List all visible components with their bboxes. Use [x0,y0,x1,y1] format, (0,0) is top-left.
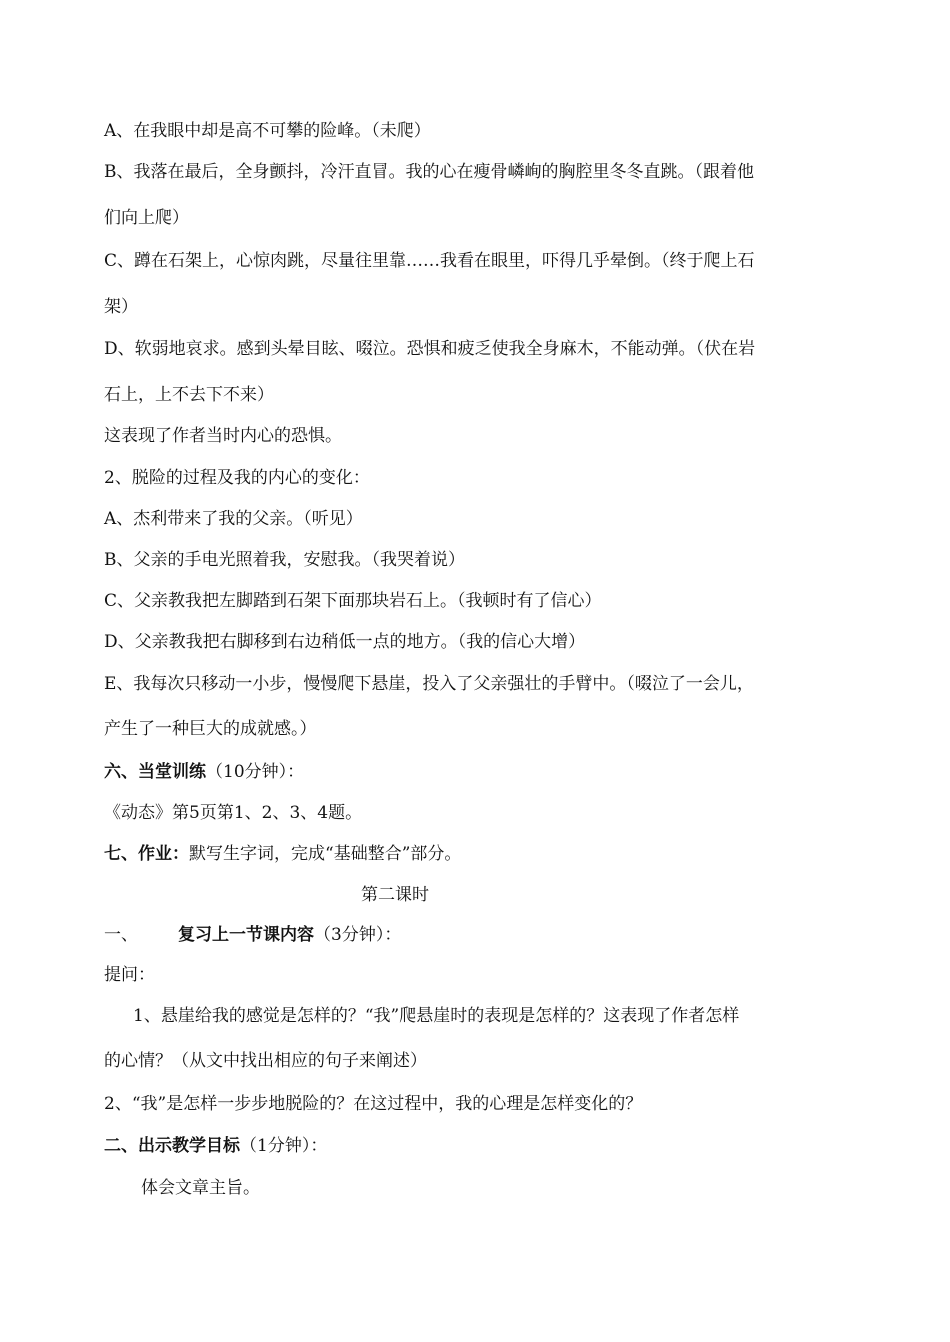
text-line: 架） [104,297,138,317]
section-duration: （3分钟）： [314,925,402,945]
text-line: D、软弱地哀求。感到头晕目眩、啜泣。恐惧和疲乏使我全身麻木，不能动弹。（伏在岩 [104,339,756,359]
lesson-title: 第二课时 [361,885,429,905]
section-duration: （10分钟）： [206,762,305,782]
text-line: 提问： [104,965,155,985]
text-line: A、杰利带来了我的父亲。（听见） [104,509,363,529]
text-line: 石上，上不去下不来） [104,385,274,405]
section-title: 七、作业： [104,844,189,864]
section-duration: （1分钟）： [240,1136,328,1156]
text-line: 产生了一种巨大的成就感。） [104,719,317,739]
section-heading-1 [104,924,401,946]
question-line: 2、“我”是怎样一步步地脱险的？在这过程中，我的心理是怎样变化的？ [104,1094,643,1114]
text-line: C、父亲教我把左脚踏到石架下面那块岩石上。（我顿时有了信心） [104,591,602,611]
text-line: 《动态》第5页第1、2、3、4题。 [104,803,363,823]
section-title: 复习上一节课内容 [178,925,314,945]
text-line: 这表现了作者当时内心的恐惧。 [104,426,342,446]
section-heading-6 [104,761,304,783]
section-body: 默写生字词，完成“基础整合”部分。 [189,844,462,864]
text-line: A、在我眼中却是高不可攀的险峰。（未爬） [104,121,431,141]
question-line: 1、悬崖给我的感觉是怎样的？“我”爬悬崖时的表现是怎样的？这表现了作者怎样 [133,1006,740,1026]
text-line: E、我每次只移动一小步，慢慢爬下悬崖，投入了父亲强壮的手臂中。（啜泣了一会儿， [104,674,754,694]
section-title: 六、当堂训练 [104,762,206,782]
text-line: B、父亲的手电光照着我，安慰我。（我哭着说） [104,550,465,570]
text-line: B、我落在最后，全身颤抖，冷汗直冒。我的心在瘦骨嶙峋的胸腔里冬冬直跳。（跟着他 [104,162,754,182]
goal-line: 体会文章主旨。 [141,1178,260,1198]
text-line: D、父亲教我把右脚移到右边稍低一点的地方。（我的信心大增） [104,632,586,652]
question-line: 的心情？（从文中找出相应的句子来阐述） [104,1051,427,1071]
section-title: 二、出示教学目标 [104,1136,240,1156]
text-line: C、蹲在石架上，心惊肉跳，尽量往里靠……我看在眼里，吓得几乎晕倒。（终于爬上石 [104,251,755,271]
section-number: 一、 [104,925,138,945]
text-line: 们向上爬） [104,208,189,228]
text-line: 2、脱险的过程及我的内心的变化： [104,468,370,488]
section-heading-2 [104,1135,327,1157]
section-heading-7 [104,843,461,865]
